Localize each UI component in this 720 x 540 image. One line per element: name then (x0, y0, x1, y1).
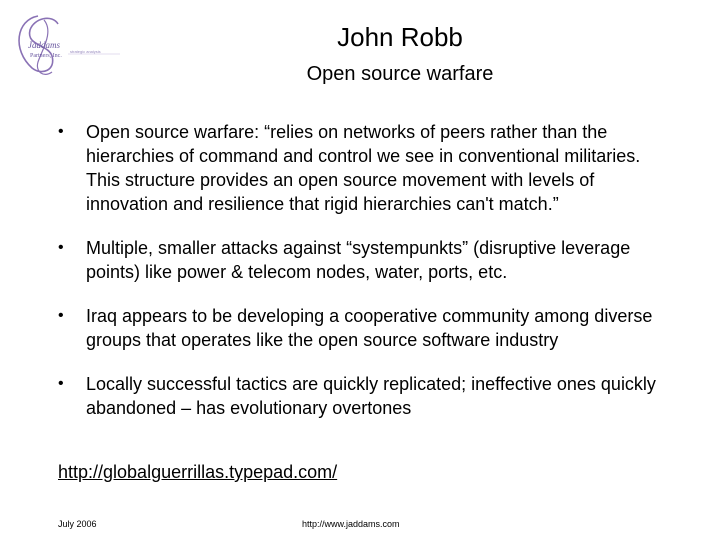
bullet-item (58, 304, 678, 352)
bullet-text: Multiple, smaller attacks against “systempunkts” (disruptive leverage points) like power & telecom nodes, water, ports, etc. (86, 238, 631, 282)
bullet-text: Iraq appears to be developing a cooperative community among diverse groups that operates like the open source software industry (86, 306, 653, 350)
bullet-marker-icon: • (58, 307, 64, 324)
logo-brand-text: Jaddams (28, 40, 60, 50)
bullet-marker-icon: • (58, 239, 64, 256)
bullet-text: Open source warfare: “relies on networks of peers rather than the hierarchies of command and control we see in conventional militaries. This structure provides an open source movement with levels of innovation and resilience that rigid hierarchies can't match.” (86, 122, 641, 214)
logo-mark-icon (8, 10, 148, 80)
logo-brand-suffix-text: Partners, Inc. (30, 53, 62, 59)
footer-url: http://www.jaddams.com (302, 519, 400, 529)
slide-subtitle: Open source warfare (306, 63, 494, 85)
bullet-text: Locally successful tactics are quickly replicated; ineffective ones quickly abandoned – has evolutionary overtones (86, 374, 656, 418)
bullet-item (58, 372, 678, 420)
bullet-marker-icon: • (58, 123, 64, 140)
company-logo (8, 10, 148, 80)
bullet-item (58, 236, 678, 284)
footer-date: July 2006 (58, 519, 97, 529)
logo-tagline-text: strategic analysis (70, 49, 101, 54)
bullet-marker-icon: • (58, 375, 64, 392)
slide-title: John Robb (337, 22, 463, 52)
globalguerrillas-link[interactable]: http://globalguerrillas.typepad.com/ (58, 462, 338, 482)
bullet-item (58, 120, 678, 216)
bullet-list (58, 120, 678, 440)
